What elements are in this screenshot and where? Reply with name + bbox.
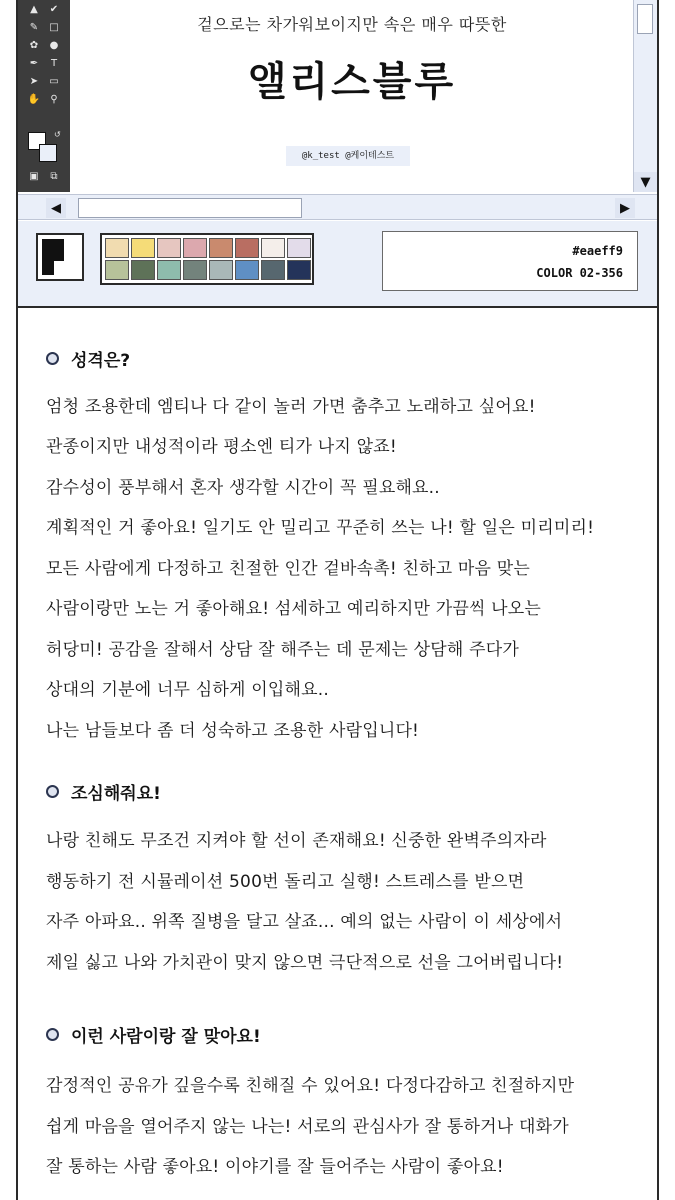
brush-icon[interactable]: ✔: [49, 4, 59, 15]
credit-label: @k_test @케이테스트: [286, 146, 410, 166]
blob-icon[interactable]: ●: [49, 40, 59, 51]
content-card: [16, 308, 659, 1200]
text-line: 감정적인 공유가 깊을수록 친해질 수 있어요! 다정다감하고 친절하지만: [46, 1076, 575, 1096]
section-heading: [46, 779, 161, 803]
text-line: 관종이지만 내성적이라 평소엔 티가 나지 않죠!: [46, 437, 397, 457]
color-swatch[interactable]: [261, 238, 285, 258]
editor-window: [16, 0, 659, 308]
horizontal-scroll-thumb[interactable]: [78, 198, 302, 218]
bullet-icon: [46, 1028, 59, 1041]
text-line: 제일 싫고 나와 가치관이 맞지 않으면 극단적으로 선을 그어버립니다!: [46, 953, 564, 973]
scroll-right-arrow-icon[interactable]: ▶: [615, 198, 635, 218]
text-line: 자주 아파요.. 위쪽 질병을 달고 살죠... 예의 없는 사람이 이 세상에서: [46, 912, 563, 932]
color-swatch[interactable]: [287, 260, 311, 280]
bullet-icon: [46, 785, 59, 798]
pen-icon[interactable]: ✒: [29, 58, 39, 69]
quick-mask-icon[interactable]: ▣: [29, 171, 39, 182]
section-title: 성격은?: [71, 350, 131, 371]
text-line: 쉽게 마음을 열어주지 않는 나는! 서로의 관심사가 잘 통하거나 대화가: [46, 1117, 569, 1137]
vertical-scrollbar[interactable]: [633, 0, 657, 192]
text-line: 잘 통하는 사람 좋아요! 이야기를 잘 들어주는 사람이 좋아요!: [46, 1157, 504, 1177]
text-line: 엄청 조용한데 엠티나 다 같이 놀러 가면 춤추고 노래하고 싶어요!: [46, 397, 536, 417]
text-line: 행동하기 전 시뮬레이션 500번 돌리고 실행! 스트레스를 받으면: [46, 872, 525, 892]
color-info-box: [382, 231, 638, 291]
eraser-icon[interactable]: ✎: [29, 22, 39, 33]
hand-icon[interactable]: ✋: [27, 94, 41, 105]
hex-code: #eaeff9: [572, 244, 623, 258]
text-line: 나랑 친해도 무조건 지켜야 할 선이 존재해요! 신중한 완벽주의자라: [46, 831, 547, 851]
screen-mode-icon[interactable]: ⧉: [50, 171, 58, 182]
horizontal-scrollbar[interactable]: [18, 194, 657, 220]
color-swatch[interactable]: [131, 260, 155, 280]
color-selector-fill: [42, 239, 54, 275]
color-selector[interactable]: [36, 233, 84, 281]
toolbox: [18, 0, 70, 192]
canvas-title: 앨리스블루: [247, 59, 457, 105]
color-swatch[interactable]: [261, 260, 285, 280]
move-icon[interactable]: ▲: [30, 4, 38, 15]
zoom-icon[interactable]: ⚲: [50, 94, 58, 105]
text-line: 감수성이 풍부해서 혼자 생각할 시간이 꼭 필요해요..: [46, 478, 440, 498]
scroll-down-arrow-icon[interactable]: ▼: [634, 172, 657, 192]
color-swatch[interactable]: [235, 238, 259, 258]
section-heading: [46, 346, 130, 370]
swap-colors-icon[interactable]: ↺: [54, 130, 61, 139]
background-color-swatch[interactable]: [39, 144, 57, 162]
text-line: 나는 남들보다 좀 더 성숙하고 조용한 사람입니다!: [46, 721, 420, 741]
color-swatch[interactable]: [235, 260, 259, 280]
vertical-scroll-thumb[interactable]: [637, 4, 653, 34]
pointer-icon[interactable]: ➤: [29, 76, 39, 87]
bullet-icon: [46, 352, 59, 365]
color-swatch[interactable]: [209, 238, 233, 258]
canvas: [70, 0, 634, 192]
color-swatch[interactable]: [131, 238, 155, 258]
palette-panel: [18, 221, 657, 306]
color-swatch[interactable]: [105, 238, 129, 258]
text-line: 허당미! 공감을 잘해서 상담 잘 해주는 데 문제는 상담해 주다가: [46, 640, 519, 660]
text-line: 상대의 기분에 너무 심하게 이입해요..: [46, 680, 329, 700]
text-line: 계획적인 거 좋아요! 일기도 안 밀리고 꾸준히 쓰는 나! 할 일은 미리미리!: [46, 518, 595, 538]
swatch-grid: [100, 233, 314, 285]
color-swatch[interactable]: [209, 260, 233, 280]
section-title: 이런 사람이랑 잘 맞아요!: [71, 1026, 261, 1047]
type-icon[interactable]: T: [50, 58, 58, 69]
lasso-icon[interactable]: ✿: [29, 40, 39, 51]
color-swatch[interactable]: [157, 260, 181, 280]
canvas-subtitle: 겉으로는 차가워보이지만 속은 매우 따뜻한: [197, 15, 507, 34]
color-swatch[interactable]: [183, 238, 207, 258]
color-swatch[interactable]: [183, 260, 207, 280]
color-code: COLOR 02-356: [536, 266, 623, 280]
color-swatch[interactable]: [287, 238, 311, 258]
section-title: 조심해줘요!: [71, 783, 161, 804]
rectangle-icon[interactable]: ▭: [49, 76, 59, 87]
text-line: 모든 사람에게 다정하고 친절한 인간 겉바속촉! 친하고 마음 맞는: [46, 559, 531, 579]
section-heading: [46, 1022, 261, 1046]
marquee-icon[interactable]: □: [49, 22, 59, 33]
scroll-left-arrow-icon[interactable]: ◀: [46, 198, 66, 218]
color-swatch[interactable]: [105, 260, 129, 280]
text-line: 사람이랑만 노는 거 좋아해요! 섬세하고 예리하지만 가끔씩 나오는: [46, 599, 542, 619]
color-swatch[interactable]: [157, 238, 181, 258]
